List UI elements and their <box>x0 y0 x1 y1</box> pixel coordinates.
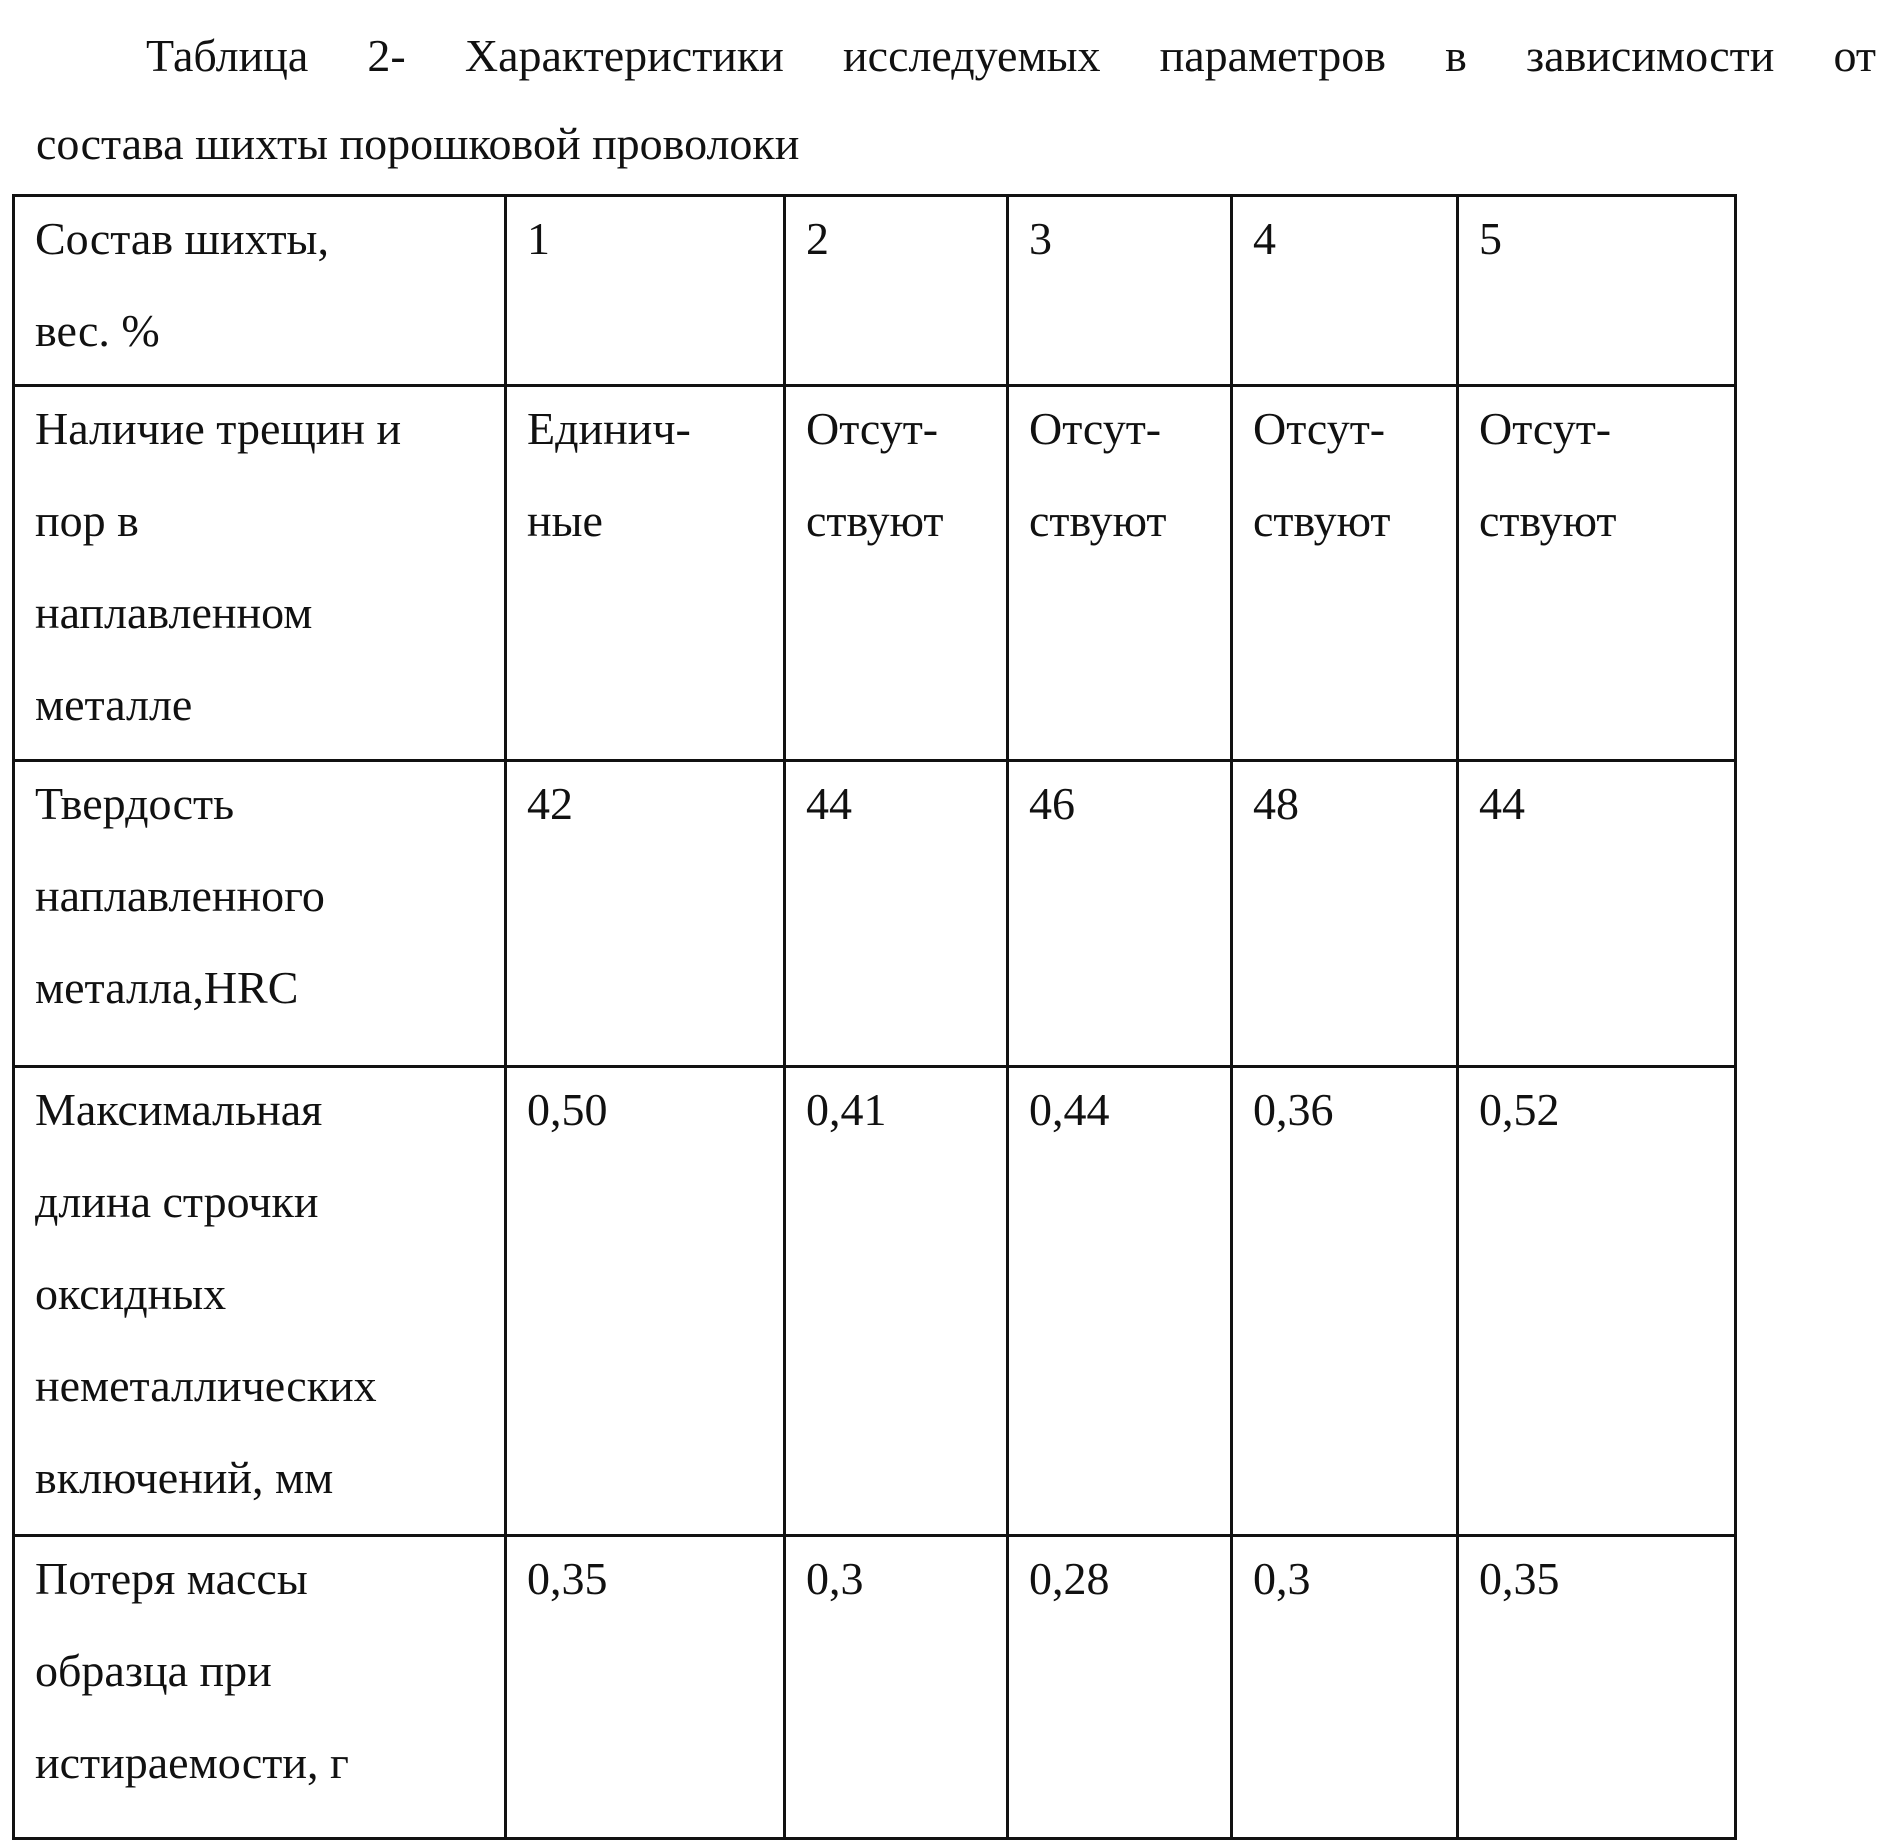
table-caption <box>36 12 1876 188</box>
cell-value: Единич- ные <box>527 403 691 546</box>
cell-value: 0,41 <box>806 1084 887 1135</box>
cell-value: Отсут- ствуют <box>806 403 944 546</box>
table-row-inclusions <box>14 1067 1736 1536</box>
header-cell <box>785 196 1008 386</box>
row-label-cell <box>14 386 506 761</box>
table-cell <box>1458 1067 1736 1536</box>
header-cell <box>1232 196 1458 386</box>
characteristics-table <box>12 194 1737 1840</box>
header-cell <box>506 196 785 386</box>
cell-value: 0,52 <box>1479 1084 1560 1135</box>
row-label-cell <box>14 1067 506 1536</box>
cell-value: Отсут- ствуют <box>1479 403 1617 546</box>
cell-value: 0,28 <box>1029 1553 1110 1604</box>
cell-value: 42 <box>527 778 573 829</box>
header-cell <box>1458 196 1736 386</box>
table-cell <box>1458 1536 1736 1839</box>
table-cell <box>1232 761 1458 1067</box>
row-label: Максимальная длина строчки оксидных неметаллических включений, мм <box>35 1084 377 1503</box>
table-cell <box>1458 386 1736 761</box>
row-label: Потеря массы образца при истираемости, г <box>35 1553 349 1788</box>
cell-value: 46 <box>1029 778 1075 829</box>
table-row-hardness <box>14 761 1736 1067</box>
column-number: 5 <box>1479 213 1502 264</box>
table-cell <box>1008 386 1232 761</box>
table-cell <box>1458 761 1736 1067</box>
column-number: 4 <box>1253 213 1276 264</box>
column-number: 2 <box>806 213 829 264</box>
table-row-cracks <box>14 386 1736 761</box>
cell-value: 0,50 <box>527 1084 608 1135</box>
cell-value: 0,35 <box>527 1553 608 1604</box>
column-number: 3 <box>1029 213 1052 264</box>
cell-value: 0,3 <box>1253 1553 1311 1604</box>
table-cell <box>785 1067 1008 1536</box>
table-cell <box>1232 1067 1458 1536</box>
column-number: 1 <box>527 213 550 264</box>
table-cell <box>785 1536 1008 1839</box>
row-label: Наличие трещин и пор в наплавленном металле <box>35 403 402 730</box>
cell-value: 0,36 <box>1253 1084 1334 1135</box>
cell-value: 0,3 <box>806 1553 864 1604</box>
table-cell <box>506 1536 785 1839</box>
cell-value: 48 <box>1253 778 1299 829</box>
table-cell <box>506 1067 785 1536</box>
header-cell <box>1008 196 1232 386</box>
table-cell <box>785 386 1008 761</box>
table-cell <box>1008 1536 1232 1839</box>
header-row <box>14 196 1736 386</box>
table-cell <box>506 386 785 761</box>
caption-line-2: состава шихты порошковой проволоки <box>36 118 800 169</box>
table-cell <box>1008 761 1232 1067</box>
table-cell <box>1232 1536 1458 1839</box>
cell-value: Отсут- ствуют <box>1253 403 1391 546</box>
table-cell <box>1008 1067 1232 1536</box>
cell-value: 44 <box>1479 778 1525 829</box>
row-label-cell <box>14 1536 506 1839</box>
table-cell <box>1232 386 1458 761</box>
cell-value: Отсут- ствуют <box>1029 403 1167 546</box>
table-row-mass-loss <box>14 1536 1736 1839</box>
cell-value: 44 <box>806 778 852 829</box>
cell-value: 0,44 <box>1029 1084 1110 1135</box>
caption-line-1: Таблица 2- Характеристики исследуемых параметров в зависимости от <box>146 30 1876 81</box>
header-label: Состав шихты, вес. % <box>35 213 329 356</box>
row-label: Твердость наплавленного металла,HRC <box>35 778 325 1013</box>
table-cell <box>785 761 1008 1067</box>
header-label-cell <box>14 196 506 386</box>
row-label-cell <box>14 761 506 1067</box>
cell-value: 0,35 <box>1479 1553 1560 1604</box>
table-cell <box>506 761 785 1067</box>
